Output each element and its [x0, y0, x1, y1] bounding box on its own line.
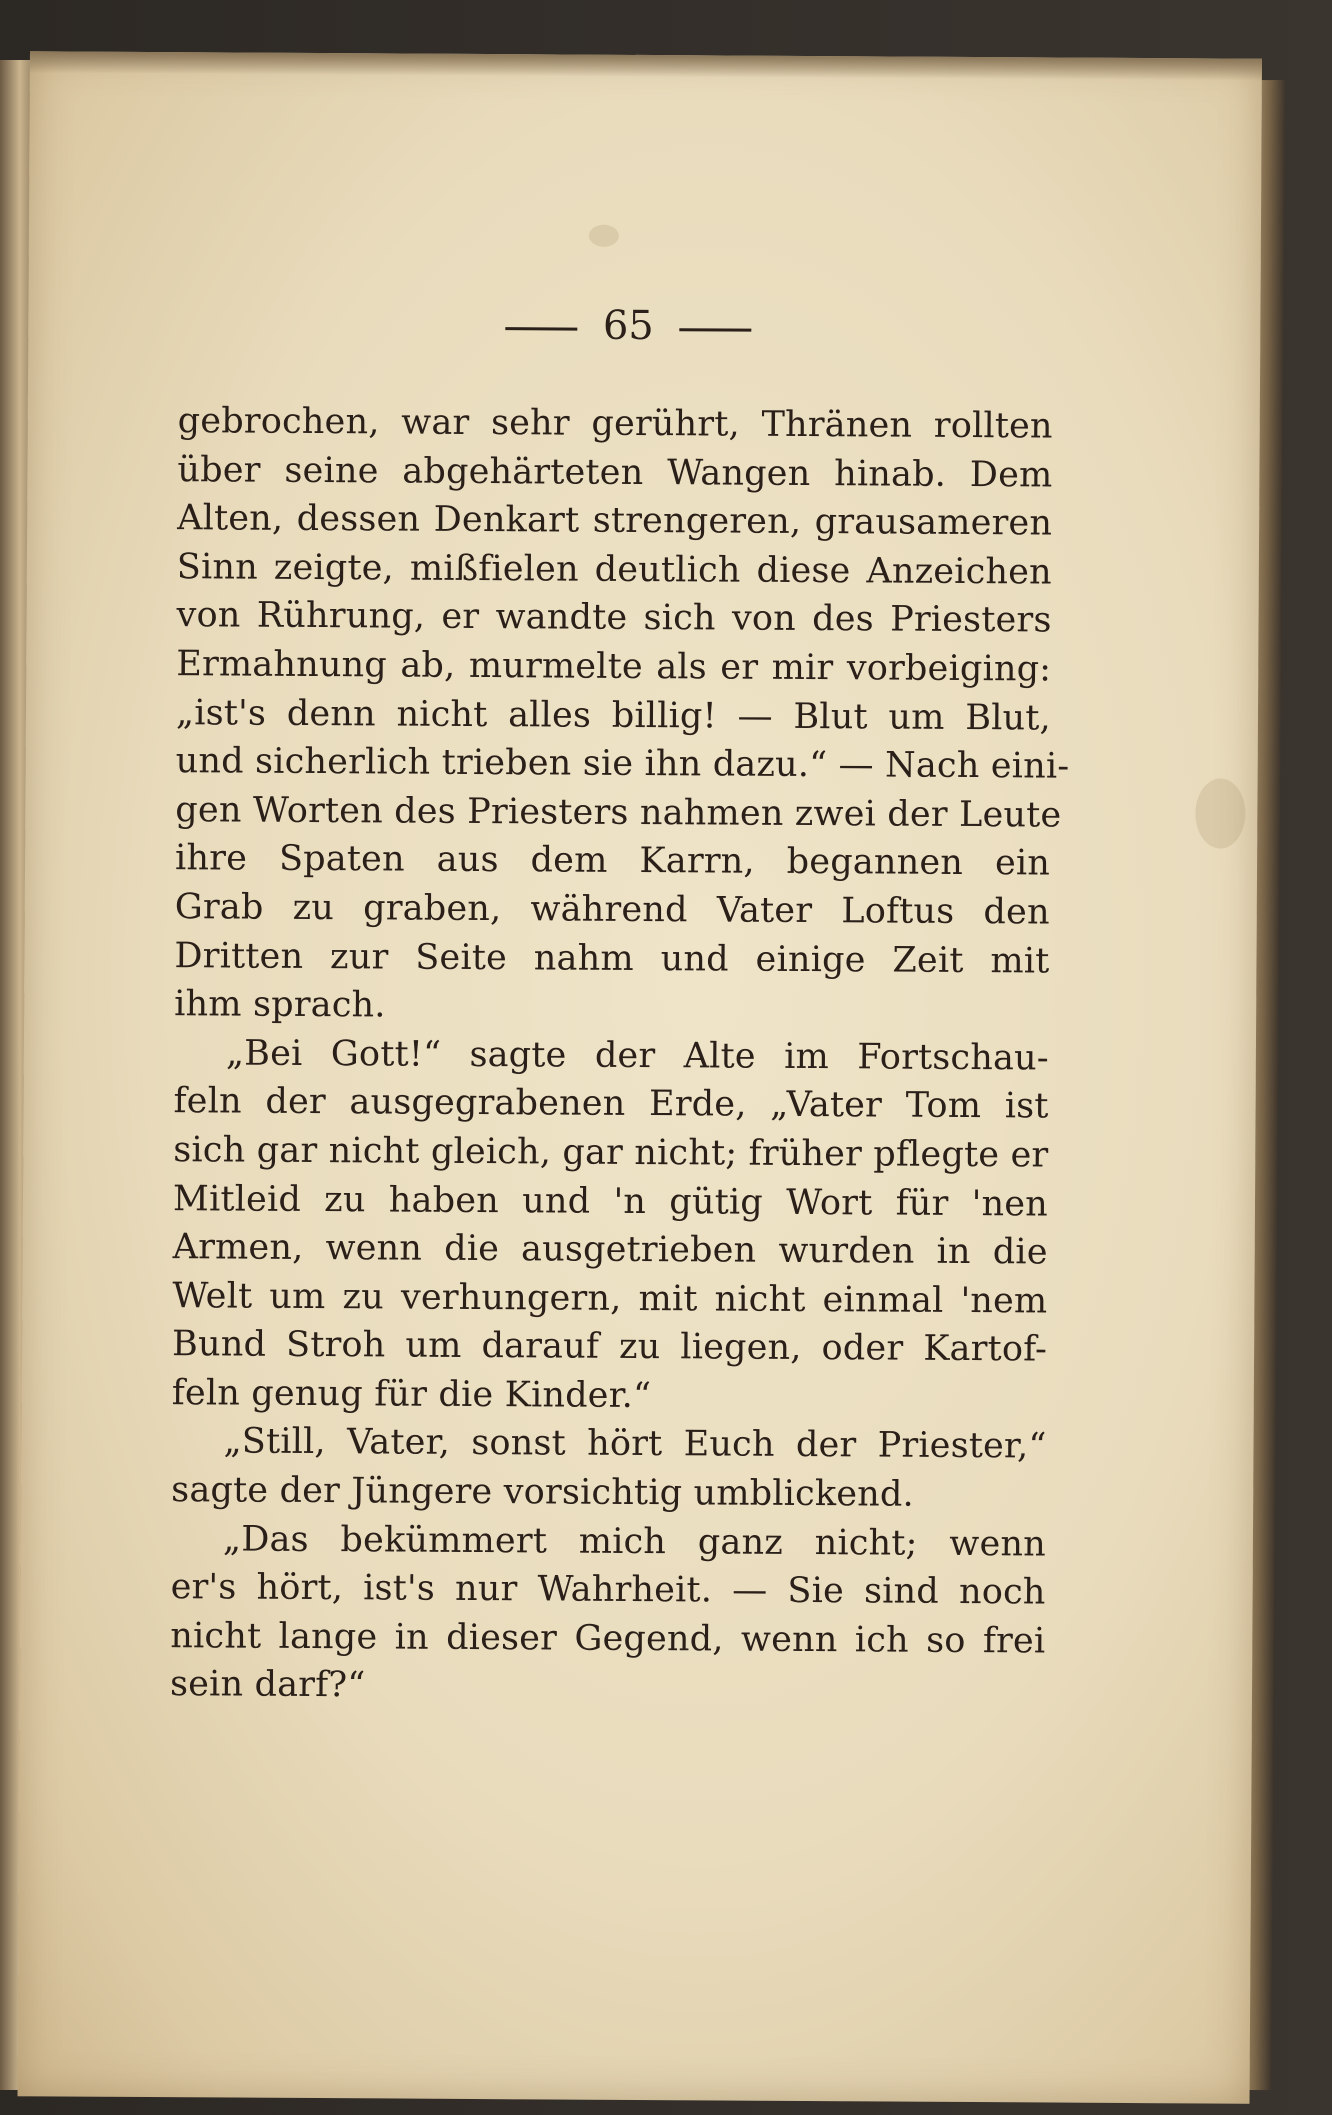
page-header — [428, 302, 828, 364]
text-line: Armen, wenn die ausgetrieben wurden in die — [172, 1227, 1048, 1273]
text-line: „Still, Vater, sonst hört Euch der Priester,“ — [223, 1421, 1047, 1467]
body-text — [169, 397, 1070, 1714]
text-line: „Bei Gott!“ sagte der Alte im Fortschau- — [225, 1033, 1050, 1079]
text-line: gen Worten des Priesters nahmen zwei der Leute — [175, 789, 1062, 836]
page-number: 65 — [602, 302, 654, 350]
text-line: gebrochen, war sehr gerührt, Thränen rollten — [177, 401, 1053, 447]
text-line: feln genug für die Kinder.“ — [171, 1373, 652, 1416]
text-line: von Rührung, er wandte sich von des Priesters — [176, 595, 1052, 641]
text-line: Sinn zeigte, mißfielen deutlich diese Anzeichen — [176, 546, 1052, 593]
text-line: „ist's denn nicht alles billig! — Blut um Blut, — [175, 692, 1052, 739]
text-line: Alten, dessen Denkart strengeren, grausameren — [177, 498, 1053, 544]
text-line: Dritten zur Seite nahm und einige Zeit mit — [174, 935, 1050, 982]
text-line: nicht lange in dieser Gegend, wenn ich so frei — [170, 1615, 1046, 1662]
page-top-edge — [30, 51, 1262, 81]
text-line: sagte der Jüngere vorsichtig umblickend. — [171, 1470, 915, 1515]
text-line: Mitleid zu haben und 'n gütig Wort für 'nen — [172, 1178, 1049, 1224]
text-line: Grab zu graben, während Vater Loftus den — [174, 887, 1050, 933]
header-dash-right — [680, 328, 752, 331]
text-line: Welt um zu verhungern, mit nicht einmal 'nem — [172, 1275, 1048, 1322]
header-dash-left — [505, 327, 577, 330]
text-line: über seine abgehärteten Wangen hinab. Dem — [177, 449, 1053, 496]
text-line: sein darf?“ — [169, 1664, 366, 1706]
text-line: sich gar nicht gleich, gar nicht; früher pflegte er — [173, 1130, 1049, 1176]
book-page — [18, 51, 1262, 2103]
text-line: ihre Spaten aus dem Karrn, begannen ein — [174, 838, 1051, 884]
text-line: er's hört, ist's nur Wahrheit. — Sie sind noch — [170, 1567, 1046, 1613]
text-line: und sicherlich trieben sie ihn dazu.“ — Nach eini- — [175, 741, 1070, 787]
text-line: feln der ausgegrabenen Erde, „Vater Tom ist — [173, 1081, 1049, 1127]
text-line: ihm sprach. — [174, 984, 386, 1026]
text-line: Ermahnung ab, murmelte als er mir vorbeiging: — [176, 644, 1052, 690]
text-line: „Das bekümmert mich ganz nicht; wenn — [222, 1519, 1047, 1565]
text-line: Bund Stroh um darauf zu liegen, oder Kartof- — [171, 1324, 1048, 1370]
page-stain — [589, 225, 619, 247]
page-stain — [1195, 778, 1245, 848]
